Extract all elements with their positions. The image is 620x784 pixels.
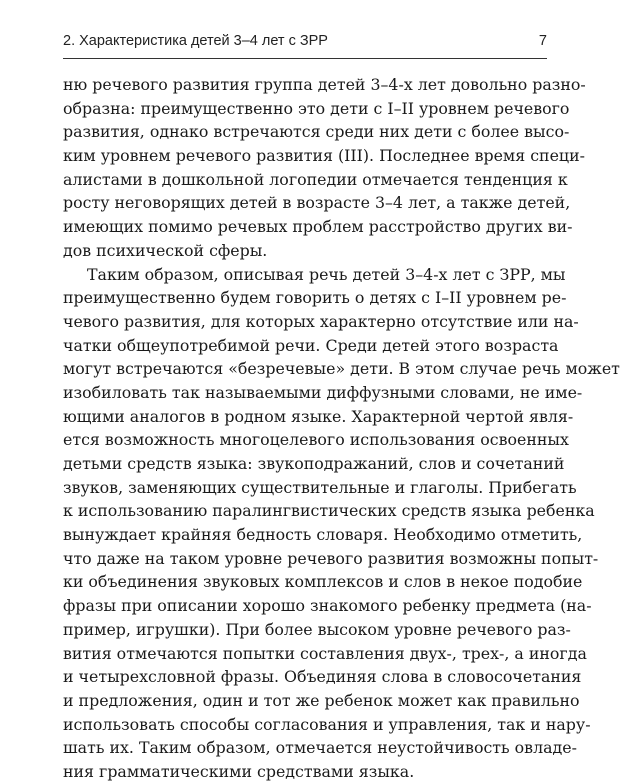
text-line: образна: преимущественно это дети с I–II уровнем речевого [63,98,570,118]
text-line: имеющих помимо речевых проблем расстройство других ви- [63,217,573,237]
text-line: использовать способы согласования и управления, так и нару- [63,714,591,734]
text-line: и четырехсловной фразы. Объединяя слова в словосочетания [63,667,582,687]
text-line: шать их. Таким образом, отмечается неустойчивость овладе- [63,738,577,758]
text-line: ющими аналогов в родном языке. Характерной чертой явля- [63,406,574,426]
text-line: алистами в дошкольной логопедии отмечается тенденция к [63,169,568,189]
text-line: чевого развития, для которых характерно отсутствие или на- [63,311,579,331]
text-line: преимущественно будем говорить о детях с I–II уровнем ре- [63,288,567,308]
text-line: вынуждает крайняя бедность словаря. Необходимо отметить, [63,525,583,545]
text-line: фразы при описании хорошо знакомого ребенку предмета (на- [63,596,592,616]
text-line: Таким образом, описывая речь детей 3–4-х лет с ЗРР, мы [87,264,566,284]
text-line: ню речевого развития группа детей 3–4-х лет довольно разно- [63,75,586,94]
text-line: ется возможность многоцелевого использования освоенных [63,430,569,450]
text-line: к использованию паралингвистических средств языка ребенка [63,501,595,521]
text-line: изобиловать так называемыми диффузными словами, не име- [63,382,583,402]
header-rule [63,58,547,59]
text-line: звуков, заменяющих существительные и глаголы. Прибегать [63,477,577,497]
text-line: ния грамматическими средствами языка. [63,761,415,781]
text-line: могут встречаются «безречевые» дети. В этом случае речь может [63,359,620,379]
chapter-title: 2. Характеристика детей 3–4 лет с ЗРР [63,33,328,49]
text-line: и предложения, один и тот же ребенок может как правильно [63,690,580,710]
text-line: чатки общеупотребимой речи. Среди детей этого возраста [63,335,559,355]
text-line: росту неговорящих детей в возрасте 3–4 лет, а также детей, [63,193,571,213]
running-header [63,33,547,55]
text-line: пример, игрушки). При более высоком уровне речевого раз- [63,619,571,639]
text-line: ки объединения звуковых комплексов и слов в некое подобие [63,572,583,592]
text-line: ким уровнем речевого развития (III). Последнее время специ- [63,146,585,166]
text-line: что даже на таком уровне речевого развития возможны попыт- [63,548,599,568]
text-line: дов психической сферы. [63,240,268,260]
page-number: 7 [538,33,547,49]
text-line: детьми средств языка: звукоподражаний, слов и сочетаний [63,454,565,473]
body-text [63,73,620,784]
text-line: развития, однако встречаются среди них дети с более высо- [63,122,570,142]
text-line: вития отмечаются попытки составления двух-, трех-, а иногда [63,643,587,663]
